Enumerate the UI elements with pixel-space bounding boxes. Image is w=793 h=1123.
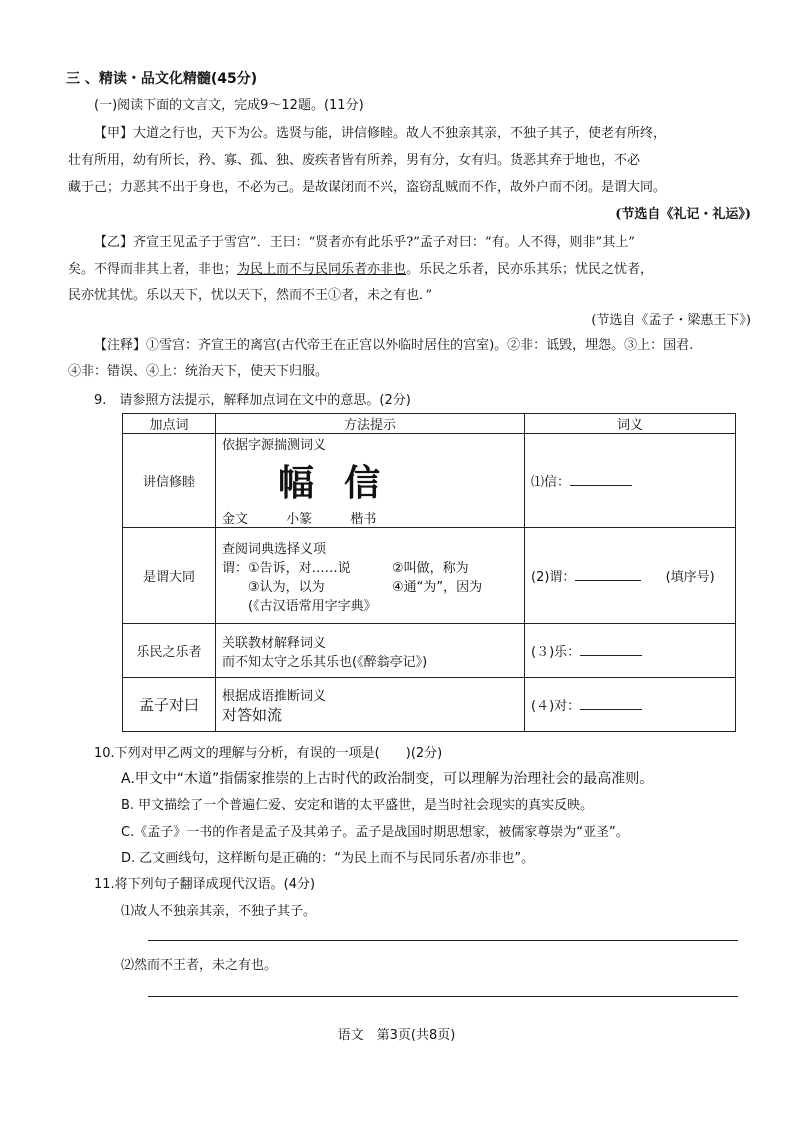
section-title: 三 、精读・品文化精髓(45分) bbox=[66, 71, 258, 87]
row1-answer-label: ⑴信： bbox=[531, 475, 571, 490]
row3-hint: 关联教材解释词义 bbox=[222, 635, 327, 651]
row1-char-2: 信 bbox=[344, 462, 381, 504]
row3-answer-label: (３)乐： bbox=[531, 645, 581, 660]
jia-source: (节选自《礼记・礼运》) bbox=[615, 207, 751, 222]
row1-characters bbox=[222, 455, 518, 506]
row2-answer-blank[interactable] bbox=[575, 568, 641, 581]
row2-word: 是谓大同 bbox=[123, 528, 216, 624]
q10-option-b[interactable]: B. 甲文描绘了一个普遍仁爱、安定和谐的太平盛世，是当时社会现实的真实反映。 bbox=[121, 798, 594, 813]
table-row bbox=[123, 528, 736, 624]
row1-hint: 依据字源揣测词义 bbox=[222, 438, 327, 453]
q11-sentence-2: ⑵然而不王者，未之有也。 bbox=[121, 958, 278, 973]
row4-answer-blank[interactable] bbox=[580, 697, 642, 710]
jia-line-3: 藏于己；力恶其不出于身也，不必为己。是故谋闭而不兴，盗窃乱贼而不作，故外户而不闭。是谓大同。 bbox=[68, 180, 667, 195]
header-word: 加点词 bbox=[123, 414, 216, 434]
row2-options-a bbox=[222, 557, 518, 576]
row2-dictionary: (《古汉语常用字字典》 bbox=[248, 598, 377, 614]
q10-option-c[interactable]: C.《孟子》一书的作者是孟子及其弟子。孟子是战国时期思想家，被儒家尊崇为“亚圣”。 bbox=[121, 825, 629, 840]
yi-source: (节选自《孟子・梁惠王下》) bbox=[591, 313, 751, 328]
row2-opt-3: ③认为，以为 bbox=[248, 579, 325, 595]
row2-answer-label: (2)谓： bbox=[531, 570, 576, 585]
answer-line-1[interactable] bbox=[148, 940, 738, 941]
yi-line-1: 【乙】齐宣王见孟子于雪宫”．王曰：“贤者亦有此乐乎?”孟子对曰：“有。人不得，则非”其上” bbox=[94, 235, 635, 250]
page-footer: 语文 第3页(共8页) bbox=[337, 1028, 456, 1043]
yi-line-2 bbox=[68, 258, 653, 277]
q10-stem: 10.下列对甲乙两文的理解与分析，有误的一项是( )(2分) bbox=[94, 746, 443, 761]
q10-option-d[interactable]: D. 乙文画线句，这样断句是正确的：“为民上而不与民同乐者/亦非也”。 bbox=[121, 851, 535, 866]
q11-stem: 11.将下列句子翻译成现代汉语。(4分) bbox=[94, 877, 316, 892]
row2-opt-4: ④通“为”，因为 bbox=[392, 579, 483, 595]
row3-answer-cell bbox=[525, 624, 736, 678]
row3-word: 乐民之乐者 bbox=[123, 624, 216, 678]
row4-hint-cell bbox=[216, 678, 525, 732]
yi-line-3: 民亦忧其忧。乐以天下，忧以天下，然而不王①者，未之有也．” bbox=[68, 288, 433, 303]
table-row bbox=[123, 434, 736, 528]
row2-opt-2: ②叫做，称为 bbox=[392, 560, 469, 576]
row3-example: 而不知太守之乐其乐也(《醉翁亭记》) bbox=[222, 654, 428, 670]
q10-option-a[interactable]: A.甲文中“木道”指儒家推崇的上古时代的政治制变，可以理解为治理社会的最高准则。 bbox=[121, 771, 654, 787]
row1-char-1: 幅 bbox=[278, 462, 315, 504]
row3-answer-blank[interactable] bbox=[580, 643, 642, 656]
row4-example: 对答如流 bbox=[222, 705, 283, 724]
header-hint: 方法提示 bbox=[216, 414, 525, 434]
row4-answer-label: (４)对： bbox=[531, 699, 581, 714]
row2-answer-cell bbox=[525, 528, 736, 624]
row2-hint-cell bbox=[216, 528, 525, 624]
notes-line-2: ④非：错误、④上：统治天下，使天下归服。 bbox=[68, 364, 329, 379]
row4-hint: 根据成语推断词义 bbox=[222, 688, 327, 704]
row2-options-b bbox=[222, 576, 518, 595]
row1-script-labels bbox=[222, 508, 518, 527]
table-row bbox=[123, 624, 736, 678]
yi-line-2-end: 。乐民之乐者，民亦乐其乐；忧民之忧者， bbox=[406, 262, 654, 277]
row4-answer-cell bbox=[525, 678, 736, 732]
yi-underlined-sentence: 为民上而不与民同乐者亦非也 bbox=[237, 262, 407, 277]
section-subtitle: (一)阅读下面的文言文，完成9～12题。(11分) bbox=[94, 98, 364, 113]
row4-word: 孟子对曰 bbox=[123, 678, 216, 732]
table-row bbox=[123, 678, 736, 732]
row1-answer-cell bbox=[525, 434, 736, 528]
answer-line-2[interactable] bbox=[148, 996, 738, 997]
notes-line-1: 【注释】①雪宫：齐宣王的离宫(古代帝王在正宫以外临时居住的宫室)。②非：诋毁，埋怨。③上：国君. bbox=[94, 338, 694, 353]
yi-line-2-start: 矣。不得而非其上者，非也； bbox=[68, 262, 238, 277]
q11-sentence-1: ⑴故人不独亲其亲，不独子其子。 bbox=[121, 904, 317, 919]
header-meaning: 词义 bbox=[525, 414, 736, 434]
row1-hint-cell bbox=[216, 434, 525, 528]
jia-line-2: 壮有所用，幼有所长，矜、寡、孤、独、废疾者皆有所养，男有分，女有归。货恶其弃于地也，不必 bbox=[68, 153, 641, 168]
q9-stem: 9. 请参照方法提示，解释加点词在文中的意思。(2分) bbox=[94, 393, 411, 408]
row2-hint: 查阅词典选择义项 bbox=[222, 541, 327, 557]
row1-label-3: 楷书 bbox=[350, 512, 377, 527]
row2-opt-1: 谓：①告诉，对……说 bbox=[222, 560, 351, 576]
method-table bbox=[122, 413, 736, 732]
row1-answer-blank[interactable] bbox=[570, 473, 632, 486]
row1-label-1: 金文 bbox=[222, 512, 249, 527]
row3-hint-cell bbox=[216, 624, 525, 678]
row1-word: 讲信修睦 bbox=[123, 434, 216, 528]
jia-line-1: 【甲】大道之行也，天下为公。选贤与能，讲信修睦。故人不独亲其亲，不独子其子，使老有所终， bbox=[94, 126, 667, 141]
row1-label-2: 小篆 bbox=[286, 512, 313, 527]
row2-fill-note: (填序号) bbox=[665, 570, 715, 585]
